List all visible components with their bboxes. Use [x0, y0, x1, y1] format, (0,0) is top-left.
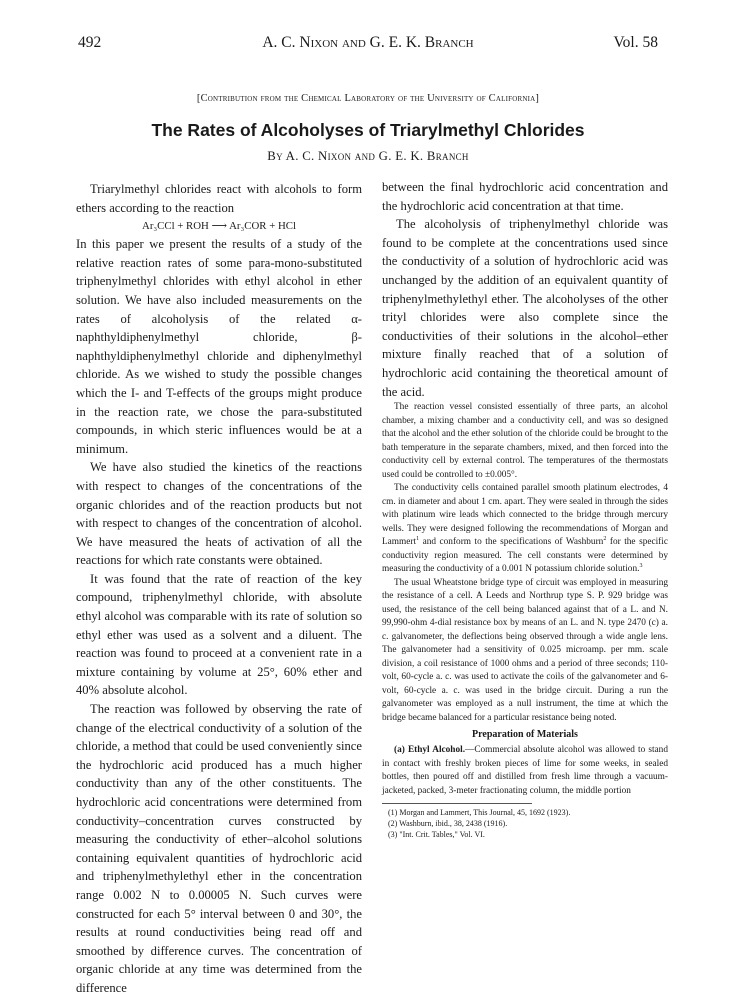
text-run: for the specific conductivity region measured. The cell constants were determined by measuring the conductivity of a 0.001 N potassium chloride solution. [382, 537, 668, 575]
footnote: (3) "Int. Crit. Tables," Vol. VI. [388, 830, 485, 840]
paragraph: between the final hydrochloric acid concentration and the hydrochloric acid concentration at that time. [382, 180, 668, 213]
paragraph: The reaction was followed by observing the rate of change of the electrical conductivity of a solution of the chloride, a method that could be used conveniently since the hydrochloric acid produced has a much higher conductivity than any of the other constituents. The hydrochloric acid concentrations were determined from conductivity–concentration curves constructed by measuring the conductivity of ether–alcohol solutions containing equivalent quantities of hydrochloric acid and triphenylmethylethyl ether in the concentration range 0.002 N to 0.00005 N. Such curves were constructed for each 5° interval between 0 and 30°, the results at round conductivities being read off and smoothed by difference curves. The concentration of organic chloride at any time was determined from the difference [76, 702, 362, 995]
paragraph: The alcoholysis of triphenylmethyl chloride was found to be complete at the concentrations used since the conductivity of a solution of hydrochloric acid was unchanged by the addition of an equivalent quantity of triphenylmethylethyl ether. The alcoholyses of the other trityl chlorides were also complete since the conductivities of their solutions in the alcohol–ether mixture finally reached that of a solution of hydrochloric acid containing the theoretical amount of the acid. [382, 217, 668, 399]
contribution-line: [Contribution from the Chemical Laboratory of the University of California] [196, 93, 540, 104]
paragraph: In this paper we present the results of a study of the relative reaction rates of some para-mono-substituted triphenylmethyl chlorides with ethyl alcohol in ether solution. We have also included measurements on the rates of alcoholysis of the related α-naphthyldiphenylmethyl chloride, β-naphthyldiphenylmethyl chloride and diphenylmethyl chloride. As we wished to study the possible changes which the I- and T-effects of the groups might produce in the reaction rate, we chose the para-substituted compounds, in which steric influences would be at a minimum. [76, 237, 362, 456]
left-column [76, 180, 362, 998]
paragraph [382, 482, 668, 577]
right-column [382, 178, 668, 840]
text-run: —Commercial absolute alcohol was allowed to stand in contact with freshly broken pieces of lime for some weeks, in sealed bottles, then poured off and distilled from fresh lime through a vacuum-jacketed, packed, 3-meter fractionating column, the middle portion [382, 745, 668, 796]
footnote-ref: 2 [603, 536, 607, 543]
page-number: 492 [78, 34, 102, 51]
paragraph: The reaction vessel consisted essentially of three parts, an alcohol chamber, a mixing chamber and a conductivity cell, and was so designed that the alcohol and the ether solution of the chloride could be brought to the bath temperature in the separate chambers, mixed, and then forced into the conductivity cell by external control. The temperatures of the thermostats used could be controlled to ±0.005°. [382, 402, 668, 480]
running-head-authors: A. C. Nixon and G. E. K. Branch [262, 34, 474, 51]
text-run: and conform to the specifications of Washburn [419, 537, 604, 548]
section-heading: Preparation of Materials [472, 729, 578, 741]
footnote: (1) Morgan and Lammert, This Journal, 45, 1692 (1923). [388, 808, 571, 818]
article-title: The Rates of Alcoholyses of Triarylmethyl Chlorides [151, 120, 585, 140]
paragraph: We have also studied the kinetics of the reactions with respect to changes of the concentrations of the organic chlorides and of the reaction products but not with respect to changes of the concentration of alcohol. We have measured the heats of activation of all the reactions for which rate constants were obtained. [76, 460, 362, 568]
paragraph: The usual Wheatstone bridge type of circuit was employed in measuring the resistance of a cell. A Leeds and Northrup type S. P. 929 bridge was used, the resistance of the cell being balanced against that of a L. and N. 99,990-ohm 4-dial resistance box by means of an L. and N. type 2470 (c) a. c. galvanometer, the deflections being observed through a wide angle lens. The galvanometer had a sensitivity of 0.025 microamp. per mm. scale division, a coil resistance of 1000 ohms and a period of three seconds; 110-volt, 60-cycle a. c. was used to activate the coils of the galvanometer and 6-volt, 60-cycle a. c. was used in the bridge circuit. During a run the galvanometer was employed as a null instrument, the time at which the bridge became balanced for a particular resistance being noted. [382, 577, 668, 723]
footnote-ref: 3 [639, 563, 643, 570]
reaction-equation: Ar₃CCl + ROH ⟶ Ar₃COR + HCl [142, 220, 296, 233]
running-head [78, 34, 658, 54]
paragraph: Triarylmethyl chlorides react with alcohols to form ethers according to the reaction [76, 182, 362, 215]
volume-number: Vol. 58 [613, 34, 658, 51]
paragraph-lead: (a) Ethyl Alcohol. [394, 745, 466, 756]
paragraph: It was found that the rate of reaction of the key compound, triphenylmethyl chloride, with absolute ethyl alcohol was comparable with its rate of solution so ethyl ether was used as a solvent and a diluent. The reaction was found to proceed at a convenient rate in a mixture containing by volume at 25°, 60% ether and 40% absolute alcohol. [76, 571, 362, 698]
footnote-ref: 1 [416, 536, 420, 543]
footnotes [382, 803, 571, 840]
byline: By A. C. Nixon and G. E. K. Branch [267, 149, 469, 163]
text-run: The conductivity cells contained parallel smooth platinum electrodes, 4 cm. in diameter and about 1 cm. apart. They were sealed in through the sides with platinum wire leads which connected to the bridge through mercury wells. They were designed following the recommendations of Morgan and Lammert [382, 483, 668, 548]
footnote: (2) Washburn, ibid., 38, 2438 (1916). [388, 819, 508, 829]
paragraph [382, 744, 668, 798]
